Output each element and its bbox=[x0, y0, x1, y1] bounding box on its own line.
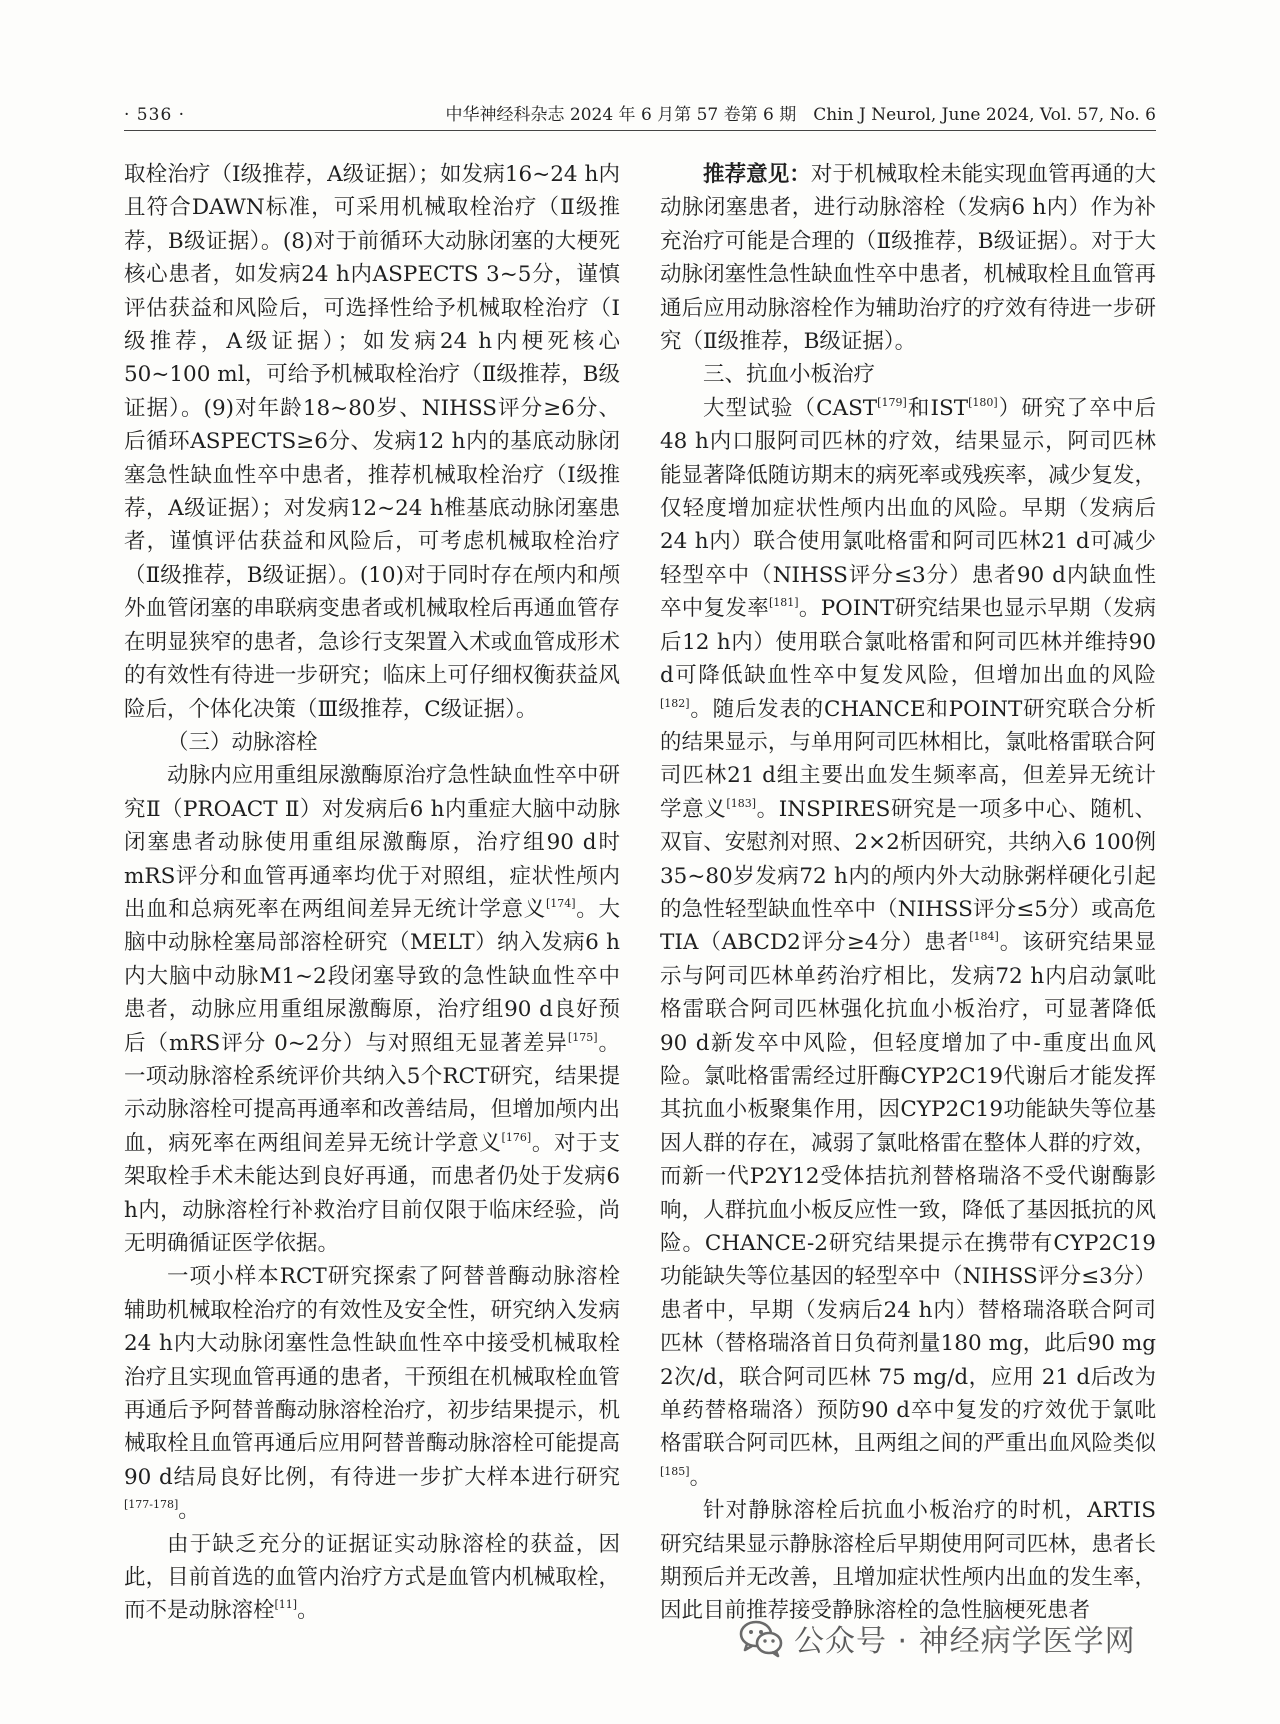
recommendation-paragraph: 推荐意见：对于机械取栓未能实现血管再通的大动脉闭塞患者，进行动脉溶栓（发病6 h内）作为补充治疗可能是合理的（Ⅱ级推荐，B级证据）。对于大动脉闭塞性急性缺血性卒中患者，机械取栓且血管再通后应用动脉溶栓作为辅助治疗的疗效有待进一步研究（Ⅱ级推荐，B级证据）。 bbox=[660, 162, 1156, 355]
citation-ref: [182] bbox=[660, 696, 690, 710]
left-column bbox=[124, 158, 620, 1628]
paragraph: 针对静脉溶栓后抗血小板治疗的时机，ARTIS研究结果显示静脉溶栓后早期使用阿司匹林，患者长期预后并无改善，且增加症状性颅内出血的发生率，因此目前推荐接受静脉溶栓的急性脑梗死患者 bbox=[660, 1498, 1156, 1624]
right-column bbox=[660, 158, 1156, 1628]
journal-citation: 中华神经科杂志 2024 年 6 月第 57 卷第 6 期 Chin J Neurol, June 2024, Vol. 57, No. 6 bbox=[445, 105, 1156, 125]
citation-ref: [183] bbox=[726, 796, 756, 810]
citation-ref: [177-178] bbox=[124, 1498, 179, 1512]
watermark-text: 公众号 · 神经病学医学网 bbox=[794, 1624, 1136, 1659]
citation-ref: [181] bbox=[769, 596, 799, 610]
paragraph: 由于缺乏充分的证据证实动脉溶栓的获益，因此，目前首选的血管内治疗方式是血管内机械取栓，而不是动脉溶栓[11]。 bbox=[124, 1531, 620, 1624]
citation-ref: [176] bbox=[501, 1130, 532, 1144]
page-header bbox=[124, 100, 1156, 131]
citation-ref: [180] bbox=[968, 395, 998, 409]
citation-ref: [11] bbox=[274, 1598, 298, 1612]
paragraph: 取栓治疗（Ⅰ级推荐，A级证据）；如发病16~24 h内且符合DAWN标准，可采用机械取栓治疗（Ⅱ级推荐，B级证据）。(8)对于前循环大动脉闭塞的大梗死核心患者，如发病24 h内ASPECTS 3~5分，谨慎评估获益和风险后，可选择性给予机械取栓治疗（Ⅰ级推荐，A级证据）；如发病24 h内梗死核心50~100 ml，可给予机械取栓治疗（Ⅱ级推荐，B级证据）。(9)对年龄18~80岁、NIHSS评分≥6分、后循环ASPECTS≥6分、发病12 h内的基底动脉闭塞急性缺血性卒中患者，推荐机械取栓治疗（Ⅰ级推荐，A级证据）；对发病12~24 h椎基底动脉闭塞患者，谨慎评估获益和风险后，可考虑机械取栓治疗（Ⅱ级推荐，B级证据）。(10)对于同时存在颅内和颅外血管闭塞的串联病变患者或机械取栓后再通血管存在明显狭窄的患者，急诊行支架置入术或血管成形术的有效性有待进一步研究；临床上可仔细权衡获益风险后，个体化决策（Ⅲ级推荐，C级证据）。 bbox=[124, 162, 620, 722]
citation-ref: [185] bbox=[660, 1464, 690, 1478]
recommendation-label: 推荐意见： bbox=[703, 162, 811, 187]
paragraph: 大型试验（CAST[179]和IST[180]）研究了卒中后48 h内口服阿司匹林的疗效，结果显示，阿司匹林能显著降低随访期末的病死率或残疾率，减少复发，仅轻度增加症状性颅内出血的风险。早期（发病后24 h内）联合使用氯吡格雷和阿司匹林21 d可减少轻型卒中（NIHSS评分≤3分）患者90 d内缺血性卒中复发率[181]。POINT研究结果也显示早期（发病后12 h内）使用联合氯吡格雷和阿司匹林并维持90 d可降低缺血性卒中复发风险，但增加出血的风险[182]。随后发表的CHANCE和POINT研究联合分析的结果显示，与单用阿司匹林相比，氯吡格雷联合阿司匹林21 d组主要出血发生频率高，但差异无统计学意义[183]。INSPIRES研究是一项多中心、随机、双盲、安慰剂对照、2×2析因研究，共纳入6 100例35~80岁发病72 h内的颅内外大动脉粥样硬化引起的急性轻型缺血性卒中（NIHSS评分≤5分）或高危TIA（ABCD2评分≥4分）患者[184]。该研究结果显示与阿司匹林单药治疗相比，发病72 h内启动氯吡格雷联合阿司匹林强化抗血小板治疗，可显著降低90 d新发卒中风险，但轻度增加了中-重度出血风险。氯吡格雷需经过肝酶CYP2C19代谢后才能发挥其抗血小板聚集作用，因CYP2C19功能缺失等位基因人群的存在，减弱了氯吡格雷在整体人群的疗效，而新一代P2Y12受体拮抗剂替格瑞洛不受代谢酶影响，人群抗血小板反应性一致，降低了基因抵抗的风险。CHANCE-2研究结果提示在携带有CYP2C19功能缺失等位基因的轻型卒中（NIHSS评分≤3分）患者中，早期（发病后24 h内）替格瑞洛联合阿司匹林（替格瑞洛首日负荷剂量180 mg，此后90 mg 2次/d，联合阿司匹林 75 mg/d，应用 21 d后改为单药替格瑞洛）预防90 d卒中复发的疗效优于氯吡格雷联合阿司匹林，且两组之间的严重出血风险类似[185]。 bbox=[660, 395, 1157, 1490]
citation-ref: [179] bbox=[877, 395, 907, 409]
paragraph: 一项小样本RCT研究探索了阿替普酶动脉溶栓辅助机械取栓治疗的有效性及安全性，研究纳入发病24 h内大动脉闭塞性急性缺血性卒中接受机械取栓治疗且实现血管再通的患者，干预组在机械取栓血管再通后予阿替普酶动脉溶栓治疗，初步结果提示，机械取栓且血管再通后应用阿替普酶动脉溶栓可能提高90 d结局良好比例，有待进一步扩大样本进行研究[177-178]。 bbox=[124, 1264, 620, 1524]
citation-ref: [174] bbox=[545, 896, 576, 910]
section-heading: 三、抗血小板治疗 bbox=[703, 362, 876, 388]
page-number: · 536 · bbox=[124, 105, 186, 125]
section-heading: （三）动脉溶栓 bbox=[167, 729, 318, 755]
citation-ref: [175] bbox=[567, 1030, 598, 1044]
paragraph: 动脉内应用重组尿激酶原治疗急性缺血性卒中研究Ⅱ（PROACT Ⅱ）对发病后6 h内重症大脑中动脉闭塞患者动脉使用重组尿激酶原，治疗组90 d时mRS评分和血管再通率均优于对照组，症状性颅内出血和总病死率在两组间差异无统计学意义[174]。大脑中动脉栓塞局部溶栓研究（MELT）纳入发病6 h内大脑中动脉M1~2段闭塞导致的急性缺血性卒中患者，动脉应用重组尿激酶原，治疗组90 d良好预后（mRS评分 0~2分）与对照组无显著差异[175]。一项动脉溶栓系统评价共纳入5个RCT研究，结果提示动脉溶栓可提高再通率和改善结局，但增加颅内出血，病死率在两组间差异无统计学意义[176]。对于支架取栓手术未能达到良好再通，而患者仍处于发病6 h内，动脉溶栓行补救治疗目前仅限于临床经验，尚无明确循证医学依据。 bbox=[124, 763, 620, 1256]
watermark bbox=[738, 1616, 1136, 1660]
wechat-icon bbox=[738, 1618, 784, 1658]
citation-ref: [184] bbox=[969, 930, 999, 944]
